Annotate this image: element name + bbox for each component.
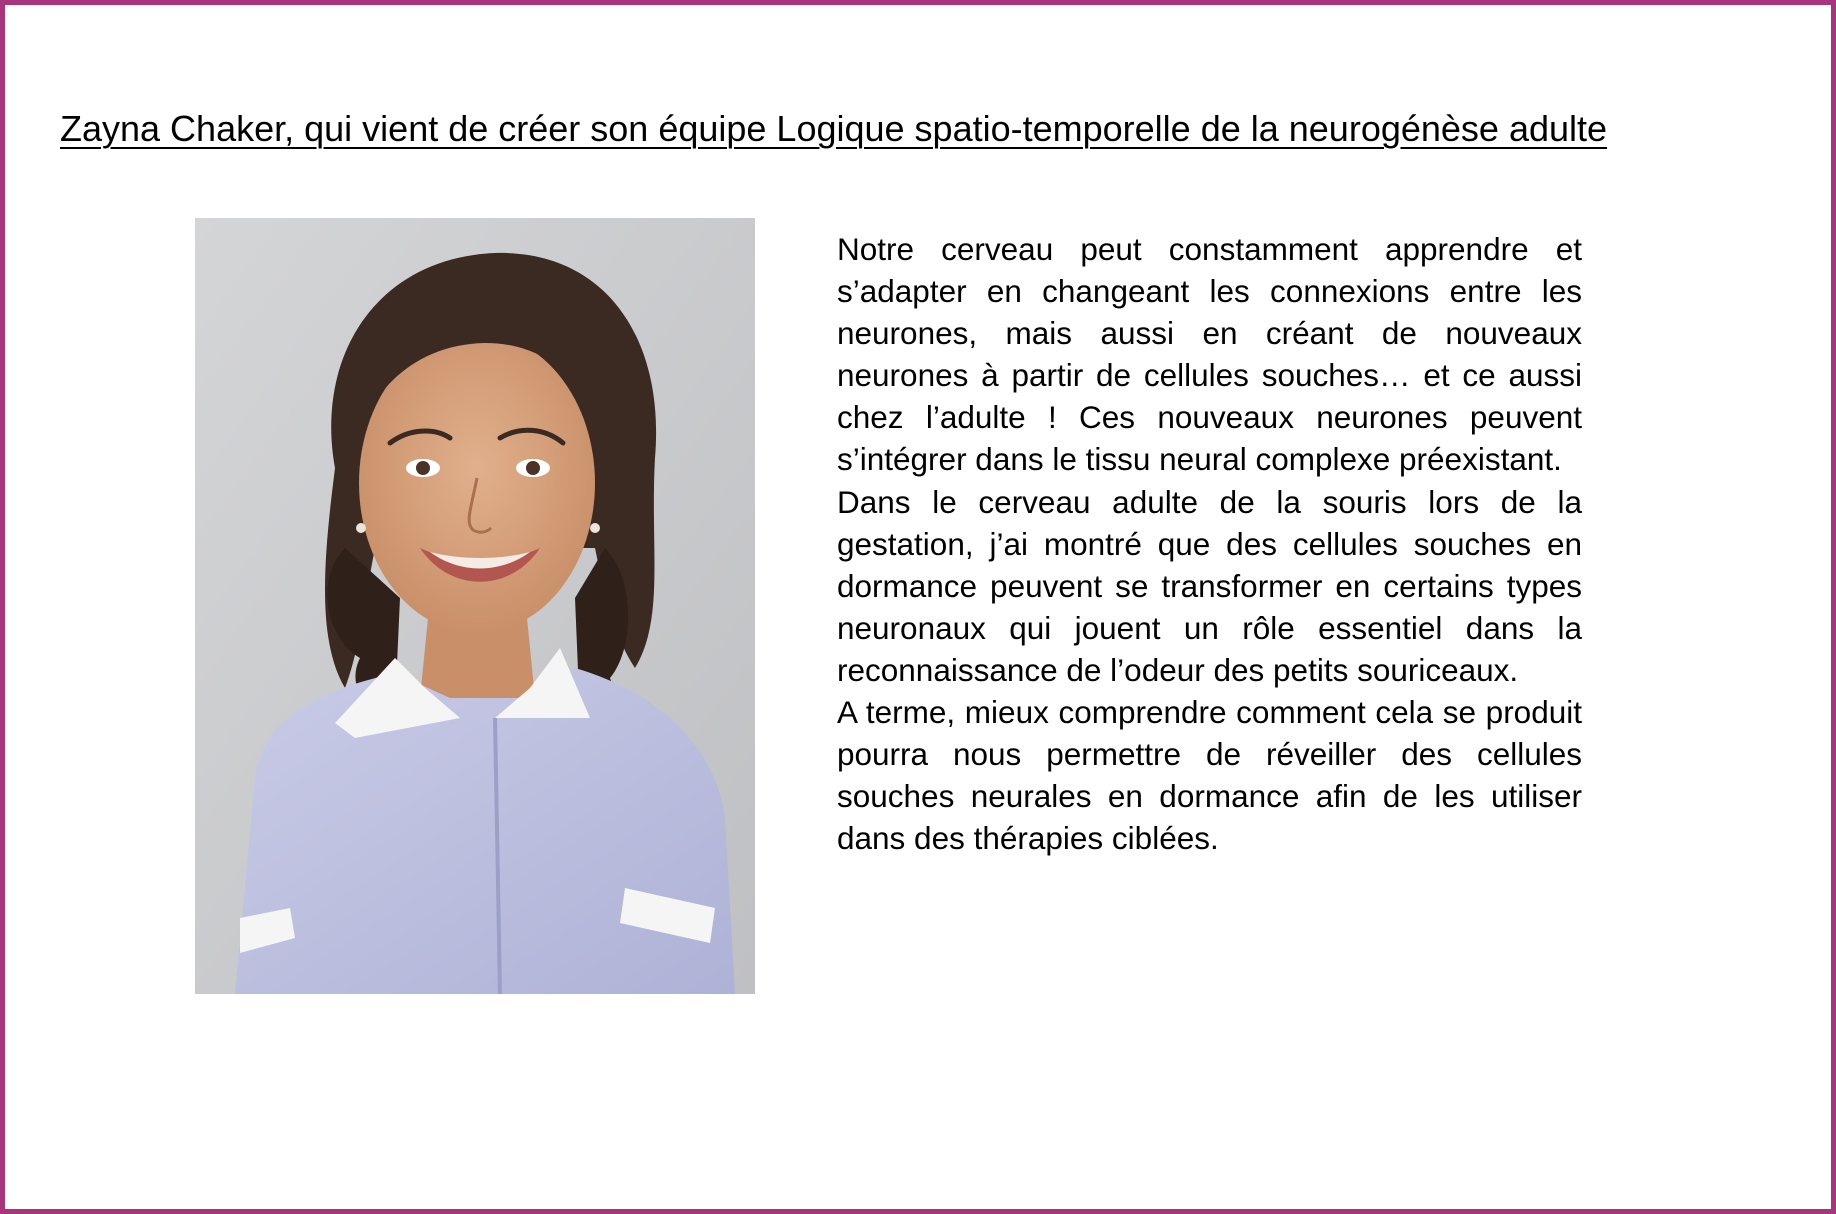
bio-paragraph: A terme, mieux comprendre comment cela se produit pourra nous permettre de réveiller des cellules souches neurales en dormance afin de les utiliser dans des thérapies ciblées. — [837, 694, 1582, 857]
left-earring — [356, 523, 366, 533]
bio-paragraph: Dans le cerveau adulte de la souris lors de la gestation, j’ai montré que des cellules souches en dormance peuvent se transformer en certains types neuronaux qui jouent un rôle essentiel dans la reconnaissance de l’odeur des petits souriceaux. — [837, 483, 1582, 688]
bio-paragraph: Notre cerveau peut constamment apprendre et s’adapter en changeant les connexions entre les neurones, mais aussi en créant de nouveaux neurones à partir de cellules souches… et ce aussi chez l’adulte ! Ces nouveaux neurones peuvent s’intégrer dans le tissu neural complexe préexistant. — [837, 231, 1582, 478]
left-iris — [416, 461, 430, 475]
shirt — [235, 668, 735, 994]
bio-text — [837, 228, 1582, 859]
right-earring — [590, 523, 600, 533]
page-title: Zayna Chaker, qui vient de créer son équipe Logique spatio-temporelle de la neurogénèse adulte — [60, 108, 1608, 149]
right-iris — [526, 461, 540, 475]
portrait-illustration — [195, 218, 755, 994]
portrait-photo — [195, 218, 755, 994]
